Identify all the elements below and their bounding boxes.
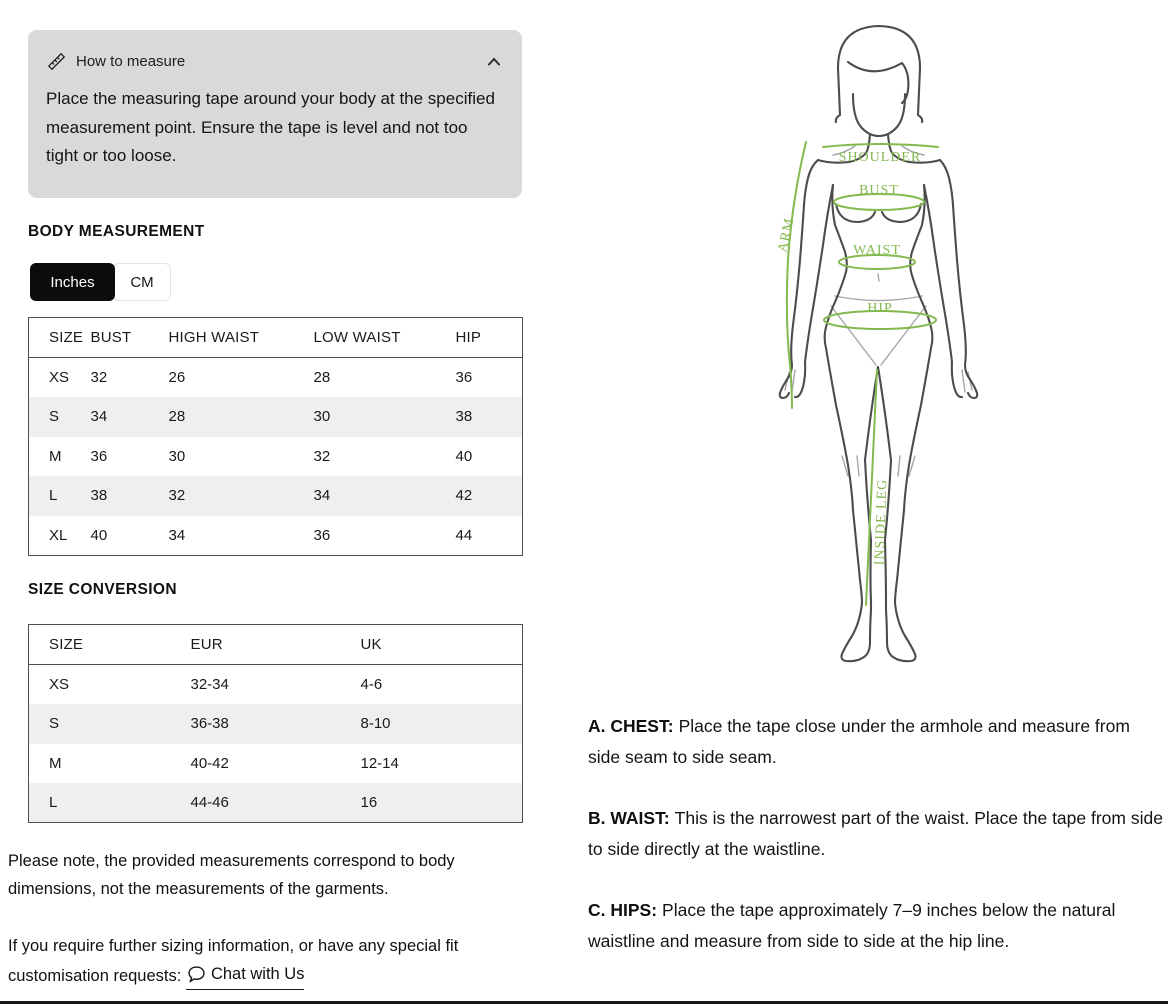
cell: 34 (90, 408, 108, 426)
table-row (29, 516, 523, 556)
column-header: UK (361, 625, 523, 665)
waist-instruction-label: B. WAIST: (588, 808, 670, 828)
chest-instruction (588, 711, 1166, 773)
cell: 32 (313, 447, 331, 465)
body-figure-illustration (659, 10, 1099, 665)
size-conversion-table (28, 624, 523, 823)
shoulder-line (823, 144, 938, 147)
table-row (29, 783, 523, 823)
how-to-measure-panel (28, 30, 522, 198)
cell: 40 (90, 526, 108, 544)
column-header: EUR (191, 625, 361, 665)
cell: S (49, 408, 60, 426)
cell: 28 (168, 408, 186, 426)
cell: 36-38 (190, 715, 229, 733)
column-header: HIP (456, 318, 523, 358)
cell: 34 (313, 487, 331, 505)
cell: M (49, 447, 62, 465)
customisation-note (8, 932, 536, 990)
cell: 12-14 (360, 754, 399, 772)
chat-link-label: Chat with Us (210, 965, 305, 983)
cell: 36 (90, 447, 108, 465)
cell: 28 (313, 369, 331, 386)
table-row (29, 397, 523, 437)
cell: XL (49, 526, 68, 544)
cell: 8-10 (360, 715, 391, 733)
table-row (29, 358, 523, 398)
column-header: SIZE (29, 318, 91, 358)
cell: XS (49, 676, 70, 693)
unit-cm-button[interactable]: CM (113, 263, 171, 301)
cell: 16 (360, 794, 378, 811)
how-to-measure-title: How to measure (76, 53, 186, 70)
column-header: SIZE (29, 625, 191, 665)
cell: M (49, 754, 62, 772)
customisation-note-text: If you require further sizing information, or have any special fit customisation requests: (8, 937, 459, 985)
measuring-instructions (588, 711, 1166, 987)
table-row (29, 665, 523, 705)
measurements-note: Please note, the provided measurements correspond to body dimensions, not the measurements of the garments. (8, 852, 455, 898)
cell: XS (49, 369, 70, 386)
body-measurement-table (28, 317, 523, 556)
cell: 32-34 (190, 676, 229, 693)
column-header: LOW WAIST (314, 318, 456, 358)
cell: 40-42 (190, 754, 229, 772)
table-row (29, 476, 523, 516)
table-row (29, 704, 523, 744)
arm-label: ARM (775, 216, 798, 254)
cell: 30 (168, 447, 186, 465)
cell: 38 (90, 487, 108, 505)
how-to-measure-description: Place the measuring tape around your body at the specified measurement point. Ensure the tape is level and not too tight or too loose. (46, 89, 495, 165)
size-conversion-heading: SIZE CONVERSION (28, 581, 177, 598)
waist-label: WAIST (853, 243, 901, 258)
inside-leg-label: INSIDE LEG (872, 478, 891, 566)
cell: S (49, 715, 60, 733)
table-header-row (29, 318, 523, 358)
cell: L (49, 794, 58, 811)
unit-inches-button[interactable]: Inches (30, 263, 115, 301)
chevron-up-icon[interactable] (484, 52, 504, 72)
cell: 36 (455, 369, 473, 386)
cell: 30 (313, 408, 331, 426)
cell: 42 (455, 487, 473, 505)
cell: 38 (455, 408, 473, 426)
arm-line (787, 142, 806, 408)
table-row (29, 437, 523, 477)
column-header: BUST (91, 318, 169, 358)
cell: 44 (455, 526, 473, 544)
body-diagram (659, 10, 1099, 665)
chest-instruction-text: Place the tape close under the armhole and measure from side seam to side seam. (588, 716, 1130, 767)
chat-bubble-icon (186, 964, 207, 985)
chest-instruction-label: A. CHEST: (588, 716, 674, 736)
waist-instruction (588, 803, 1166, 865)
unit-toggle (30, 263, 171, 301)
ruler-icon (46, 51, 67, 72)
bust-label: BUST (859, 183, 899, 198)
cell: L (49, 487, 58, 505)
body-measurement-heading: BODY MEASUREMENT (28, 223, 205, 240)
shoulder-label: SHOULDER (838, 150, 922, 165)
hips-instruction-label: C. HIPS: (588, 900, 658, 920)
hips-instruction (588, 895, 1166, 957)
how-to-measure-header[interactable] (46, 51, 504, 72)
chat-with-us-link[interactable] (186, 960, 305, 990)
cell: 4-6 (360, 676, 383, 693)
hips-instruction-text: Place the tape approximately 7–9 inches below the natural waistline and measure from side to side at the hip line. (588, 900, 1116, 951)
hip-label: HIP (867, 301, 893, 316)
table-row (29, 744, 523, 784)
cell: 26 (168, 369, 186, 386)
section-divider (0, 1001, 1168, 1004)
cell: 32 (90, 369, 108, 386)
cell: 40 (455, 447, 473, 465)
cell: 32 (168, 487, 186, 505)
cell: 44-46 (190, 794, 229, 811)
table-header-row (29, 625, 523, 665)
column-header: HIGH WAIST (169, 318, 314, 358)
cell: 36 (313, 526, 331, 544)
waist-instruction-text: This is the narrowest part of the waist. Place the tape from side to side directly at the waistline. (588, 808, 1163, 859)
cell: 34 (168, 526, 186, 544)
